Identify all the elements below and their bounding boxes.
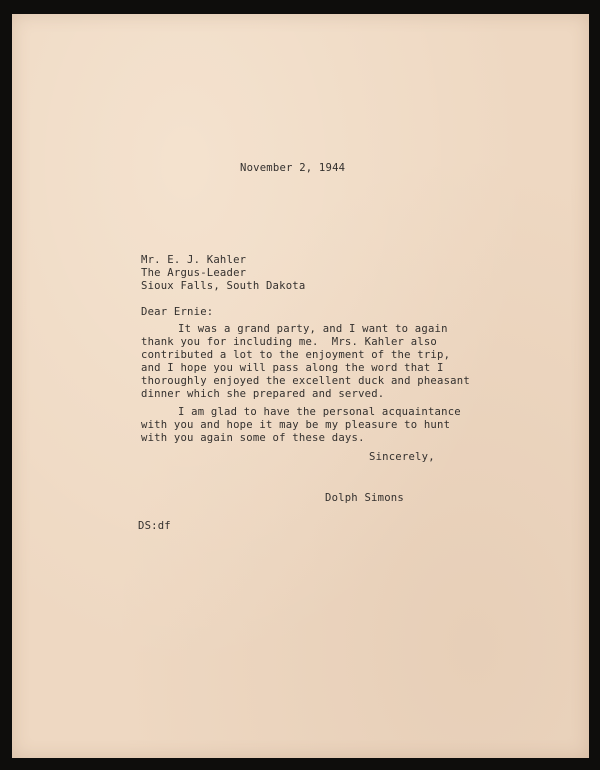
salutation: Dear Ernie:: [141, 306, 214, 318]
letter-date: November 2, 1944: [240, 162, 346, 174]
signature-name: Dolph Simons: [325, 492, 404, 504]
body-line: with you and hope it may be my pleasure to hunt: [141, 419, 451, 431]
body-line: It was a grand party, and I want to again: [178, 323, 448, 335]
typist-initials: DS:df: [138, 520, 171, 532]
body-line: I am glad to have the personal acquaintance: [178, 406, 461, 418]
address-line: Sioux Falls, South Dakota: [141, 280, 306, 292]
address-line: The Argus-Leader: [141, 267, 247, 279]
closing: Sincerely,: [369, 451, 435, 463]
body-line: dinner which she prepared and served.: [141, 388, 385, 400]
letter-page: [12, 14, 589, 758]
body-line: thank you for including me. Mrs. Kahler also: [141, 336, 438, 348]
body-line: with you again some of these days.: [141, 432, 365, 444]
address-line: Mr. E. J. Kahler: [141, 254, 247, 266]
body-line: contributed a lot to the enjoyment of the trip,: [141, 349, 451, 361]
body-line: thoroughly enjoyed the excellent duck and pheasant: [141, 375, 470, 387]
body-line: and I hope you will pass along the word that I: [141, 362, 444, 374]
